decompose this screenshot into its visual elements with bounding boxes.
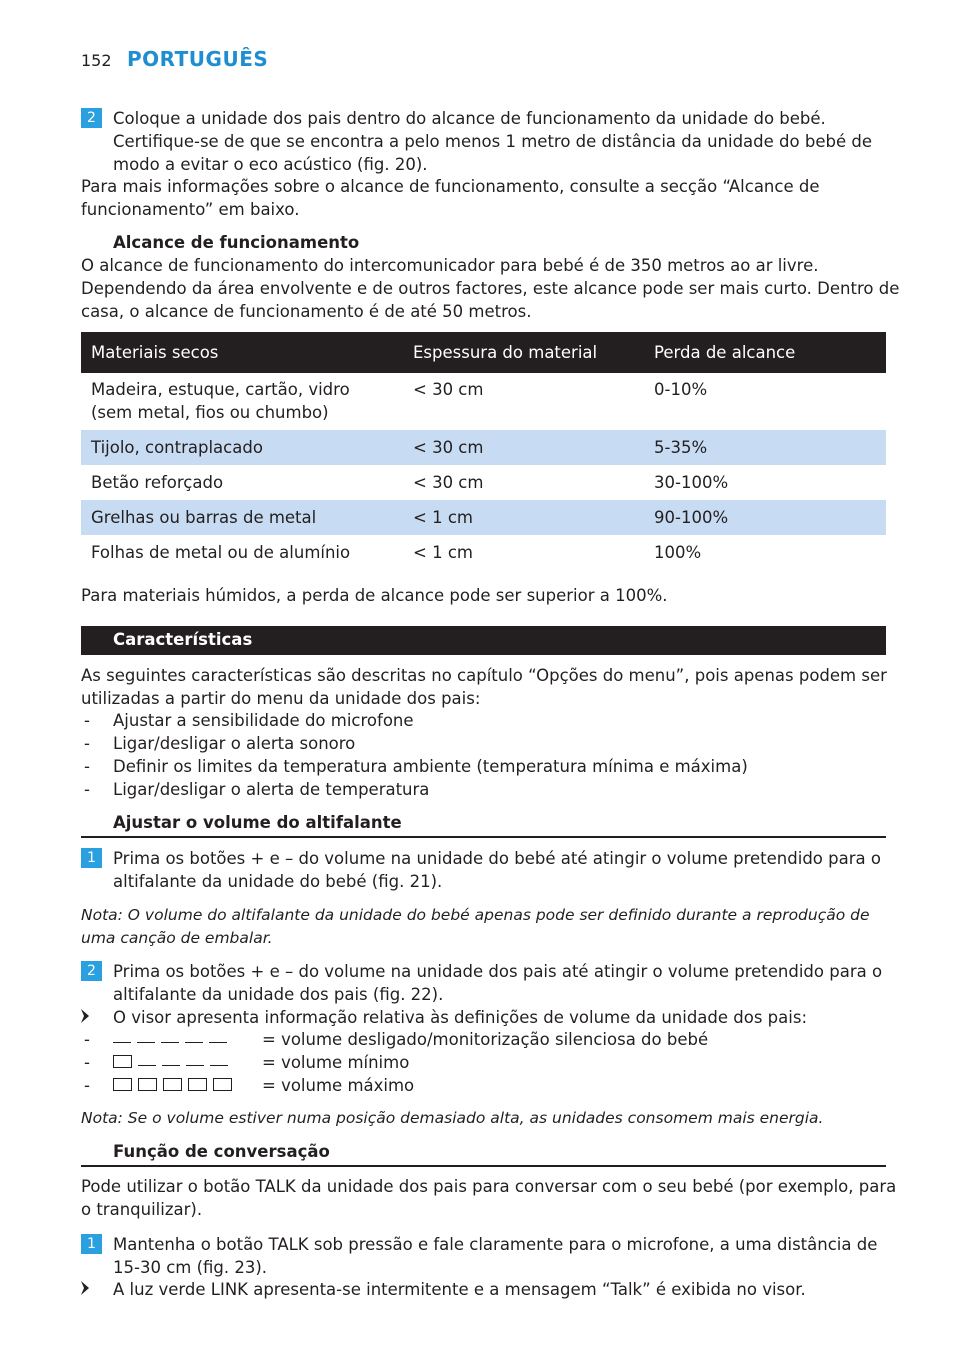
list-item-text: = volume máximo (262, 1076, 415, 1095)
table-cell: Tijolo, contraplacado (81, 430, 403, 465)
more-info-paragraph (81, 175, 819, 221)
heading-rule (81, 836, 886, 838)
volume-heading: Ajustar o volume do altifalante (113, 813, 402, 832)
table-cell: < 1 cm (403, 500, 644, 535)
features-list (81, 709, 886, 801)
volume-levels-list (81, 1028, 886, 1097)
page-number: 152 (81, 51, 112, 70)
volume-max-indicator (113, 1074, 238, 1097)
paragraph-line: Dependendo da área envolvente e de outros factores, este alcance pode ser mais curto. Dentro de (81, 279, 900, 298)
step-text (113, 847, 881, 893)
table-cell: < 30 cm (413, 473, 484, 492)
table-row (81, 430, 886, 465)
step-number: 2 (81, 961, 102, 981)
table-header: Materiais secos (81, 332, 403, 373)
dash-marker: - (84, 1030, 90, 1049)
dash-marker: - (84, 1053, 90, 1072)
table-cell: 30-100% (654, 473, 729, 492)
list-item (81, 1074, 886, 1097)
list-item-text: Ligar/desligar o alerta de temperatura (113, 780, 430, 799)
volume-off-indicator (113, 1028, 233, 1051)
list-item (81, 1028, 886, 1051)
step-text (113, 960, 882, 1006)
step-line: altifalante da unidade do bebé (fig. 21). (113, 872, 443, 891)
list-item-text: = volume mínimo (262, 1053, 410, 1072)
table-row (81, 535, 886, 570)
language-title: PORTUGUÊS (127, 47, 269, 71)
section-title: Características (113, 630, 253, 649)
list-item-text: Ligar/desligar o alerta sonoro (113, 734, 356, 753)
range-heading: Alcance de funcionamento (113, 233, 360, 252)
table-cell: Grelhas ou barras de metal (81, 500, 403, 535)
list-item-text: Ajustar a sensibilidade do microfone (113, 711, 414, 730)
table-header: Espessura do material (403, 332, 644, 373)
arrow-bullet-icon (81, 1281, 89, 1299)
paragraph-line: Para mais informações sobre o alcance de funcionamento, consulte a secção “Alcance de (81, 177, 820, 196)
paragraph-line: o tranquilizar). (81, 1200, 203, 1219)
table-row (81, 373, 886, 430)
step-line: Prima os botões + e – do volume na unidade dos pais até atingir o volume pretendido para o (113, 962, 883, 981)
list-item (81, 732, 886, 755)
step-number: 1 (81, 848, 102, 868)
result-text: O visor apresenta informação relativa às definições de volume da unidade dos pais: (113, 1008, 808, 1027)
volume-min-indicator (113, 1051, 234, 1074)
features-section-bar (81, 626, 886, 655)
step-line: Mantenha o botão TALK sob pressão e fale claramente para o microfone, a uma distância de (113, 1235, 878, 1254)
table-row (81, 500, 886, 535)
step-number: 1 (81, 1234, 102, 1254)
talk-heading: Função de conversação (113, 1142, 330, 1161)
heading-rule (81, 1165, 886, 1167)
note: Nota: Se o volume estiver numa posição demasiado alta, as unidades consomem mais energia. (81, 1109, 824, 1127)
step-line: altifalante da unidade dos pais (fig. 22). (113, 985, 444, 1004)
wet-materials-note: Para materiais húmidos, a perda de alcance pode ser superior a 100%. (81, 586, 668, 605)
step-line: Coloque a unidade dos pais dentro do alcance de funcionamento da unidade do bebé. (113, 109, 826, 128)
list-item-text: = volume desligado/monitorização silenciosa do bebé (262, 1030, 709, 1049)
paragraph-line: funcionamento” em baixo. (81, 200, 300, 219)
step-line: Certifique-se de que se encontra a pelo menos 1 metro de distância da unidade do bebé de (113, 132, 872, 151)
table-cell: < 1 cm (413, 543, 473, 562)
step-number: 2 (81, 108, 102, 128)
table-cell: 100% (654, 543, 702, 562)
dash-marker: - (84, 780, 90, 799)
table-header: Perda de alcance (644, 332, 886, 373)
step-line: Prima os botões + e – do volume na unidade do bebé até atingir o volume pretendido para o (113, 849, 881, 868)
step-line: 15-30 cm (fig. 23). (113, 1258, 268, 1277)
step-text (113, 1233, 877, 1279)
table-cell: 0-10% (654, 380, 708, 399)
list-item (81, 778, 886, 801)
table-cell: 90-100% (644, 500, 886, 535)
paragraph-line: As seguintes características são descritas no capítulo “Opções do menu”, pois apenas podem ser (81, 666, 887, 685)
dash-marker: - (84, 734, 90, 753)
range-paragraph (81, 254, 899, 323)
table-row (81, 465, 886, 500)
table-cell: Folhas de metal ou de alumínio (91, 543, 351, 562)
paragraph-line: Pode utilizar o botão TALK da unidade dos pais para conversar com o seu bebé (por exemplo, para (81, 1177, 897, 1196)
list-item (81, 755, 886, 778)
dash-marker: - (84, 1076, 90, 1095)
dash-marker: - (84, 711, 90, 730)
features-intro (81, 664, 887, 710)
table-header-row (81, 332, 886, 373)
note-line: Nota: O volume do altifalante da unidade do bebé apenas pode ser definido durante a reprodução de (81, 906, 870, 924)
list-item (81, 709, 886, 732)
list-item (81, 1051, 886, 1074)
dash-marker: - (84, 757, 90, 776)
paragraph-line: utilizadas a partir do menu da unidade dos pais: (81, 689, 481, 708)
note (81, 904, 870, 950)
step-text (113, 107, 872, 176)
list-item-text: Definir os limites da temperatura ambiente (temperatura mínima e máxima) (113, 757, 748, 776)
step-line: modo a evitar o eco acústico (fig. 20). (113, 155, 428, 174)
table-cell: < 30 cm (403, 430, 644, 465)
talk-intro (81, 1175, 896, 1221)
table-cell: 5-35% (644, 430, 886, 465)
paragraph-line: O alcance de funcionamento do intercomunicador para bebé é de 350 metros ao ar livre. (81, 256, 819, 275)
range-table (81, 332, 886, 570)
arrow-bullet-icon (81, 1009, 89, 1027)
table-cell: Madeira, estuque, cartão, vidro (sem metal, fios ou chumbo) (91, 380, 350, 422)
table-cell: < 30 cm (413, 380, 484, 399)
table-cell: Betão reforçado (91, 473, 224, 492)
paragraph-line: casa, o alcance de funcionamento é de até 50 metros. (81, 302, 532, 321)
note-line: uma canção de embalar. (81, 929, 273, 947)
result-text: A luz verde LINK apresenta-se intermitente e a mensagem “Talk” é exibida no visor. (113, 1280, 806, 1299)
